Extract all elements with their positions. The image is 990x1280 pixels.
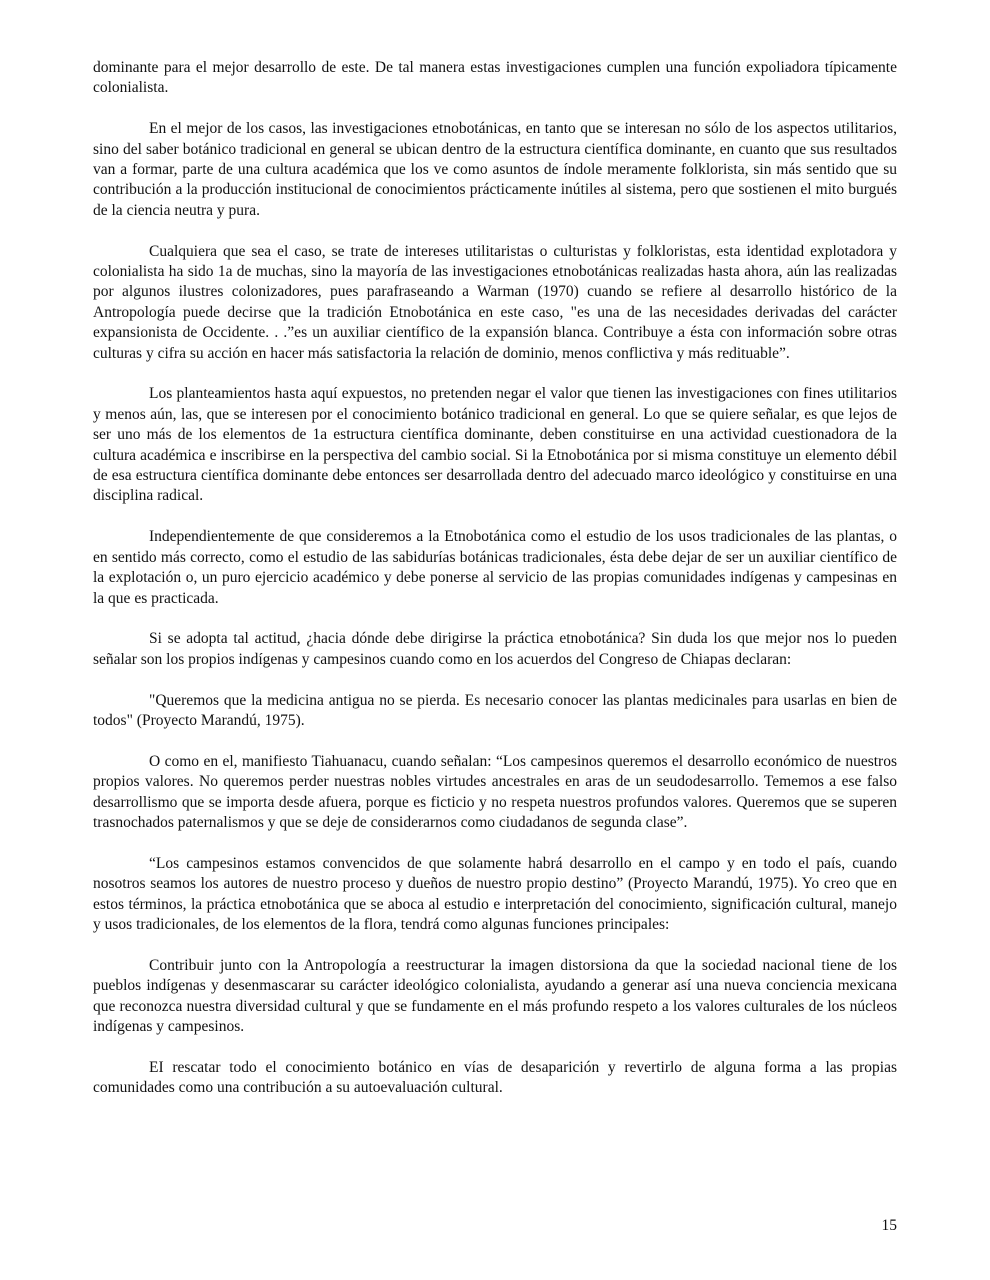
paragraph: Los planteamientos hasta aquí expuestos, no pretenden negar el valor que tienen las investigaciones con fines utilitarios y menos aún, las, que se interesen por el conocimiento botánico tradicional en general. Lo que se quiere señalar, es que lejos de ser uno más de los elementos de 1a estructura científica dominante, deben constituirse en una actividad cuestionadora de la cultura académica e inscribirse en la perspectiva del cambio social. Si la Etnobotánica por si misma constituye un elemento débil de esa estructura científica dominante debe entonces ser desarrollada dentro del adecuado marco ideológico y constituirse en una disciplina radical. [93, 385, 897, 505]
quote-paragraph: “Los campesinos estamos convencidos de que solamente habrá desarrollo en el campo y en todo el país, cuando nosotros seamos los autores de nuestro proceso y dueños de nuestro propio destino” (Proyecto Marandú, 1975). Yo creo que en estos términos, la práctica etnobotánica que se aboca al estudio e interpretación del conocimiento, significación cultural, manejo y usos tradicionales, de los elementos de la flora, tendrá como algunas funciones principales: [93, 854, 897, 933]
paragraph: Cualquiera que sea el caso, se trate de intereses utilitaristas o culturistas y folkloristas, esta identidad explotadora y colonialista ha sido 1a de muchas, sino la mayoría de las investigaciones etnobotánicas realizadas hasta ahora, aún las realizadas por algunos ilustres colonizadores, pues parafraseando a Warman (1970) cuando se refiere al desarrollo histórico de la Antropología puede decirse que la tradición Etnobotánica en este caso, "es una de las necesidades derivadas del carácter expansionista de Occidente. . .”es un auxiliar científico de la expansión blanca. Contribuye a ésta con información sobre otras culturas y cifra su acción en hacer más satisfactoria la relación de dominio, menos conflictiva y más redituable”. [93, 242, 897, 362]
document-body [93, 58, 897, 1119]
quote-paragraph: "Queremos que la medicina antigua no se pierda. Es necesario conocer las plantas medicinales para usarlas en bien de todos" (Proyecto Marandú, 1975). [93, 691, 897, 729]
paragraph: Independientemente de que consideremos a la Etnobotánica como el estudio de los usos tradicionales de las plantas, o en sentido más correcto, como el estudio de las sabidurías botánicas tradicionales, ésta debe dejar de ser un auxiliar científico de la explotación o, un puro ejercicio académico y debe ponerse al servicio de las propias comunidades indígenas y campesinas en la que es practicada. [93, 528, 897, 607]
paragraph-continuation: dominante para el mejor desarrollo de este. De tal manera estas investigaciones cumplen una función expoliadora típicamente colonialista. [93, 59, 897, 97]
paragraph: Si se adopta tal actitud, ¿hacia dónde debe dirigirse la práctica etnobotánica? Sin duda los que mejor nos lo pueden señalar son los propios indígenas y campesinos cuando como en los acuerdos del Congreso de Chiapas declaran: [93, 630, 897, 668]
paragraph: En el mejor de los casos, las investigaciones etnobotánicas, en tanto que se interesan no sólo de los aspectos utilitarios, sino del saber botánico tradicional en general se ubican dentro de la estructura científica dominante, en cuanto que sus resultados van a formar, parte de una cultura académica que los ve como asuntos de índole meramente folklorista, sin más sentido que su contribución a la producción institucional de conocimientos prácticamente inútiles al sistema, pero que sostienen el mito burgués de la ciencia neutra y pura. [93, 120, 897, 219]
paragraph: O como en el, manifiesto Tiahuanacu, cuando señalan: “Los campesinos queremos el desarrollo económico de nuestros propios valores. No queremos perder nuestras nobles virtudes ancestrales en aras de un seudodesarrollo. Tememos a ese falso desarrollismo que se importa desde afuera, porque es ficticio y no respeta nuestros profundos valores. Queremos que se superen trasnochados paternalismos y que se deje de considerarnos como ciudadanos de segunda clase”. [93, 752, 897, 831]
paragraph: EI rescatar todo el conocimiento botánico en vías de desaparición y revertirlo de alguna forma a las propias comunidades como una contribución a su autoevaluación cultural. [93, 1058, 897, 1097]
page-number: 15 [881, 1217, 897, 1234]
paragraph: Contribuir junto con la Antropología a reestructurar la imagen distorsiona da que la sociedad nacional tiene de los pueblos indígenas y desenmascarar su carácter ideológico colonialista, ayudando a generar así una nueva conciencia mexicana que reconozca nuestra diversidad cultural y que se fundamente en el más profundo respeto a los valores culturales de los núcleos indígenas y campesinos. [93, 956, 897, 1035]
